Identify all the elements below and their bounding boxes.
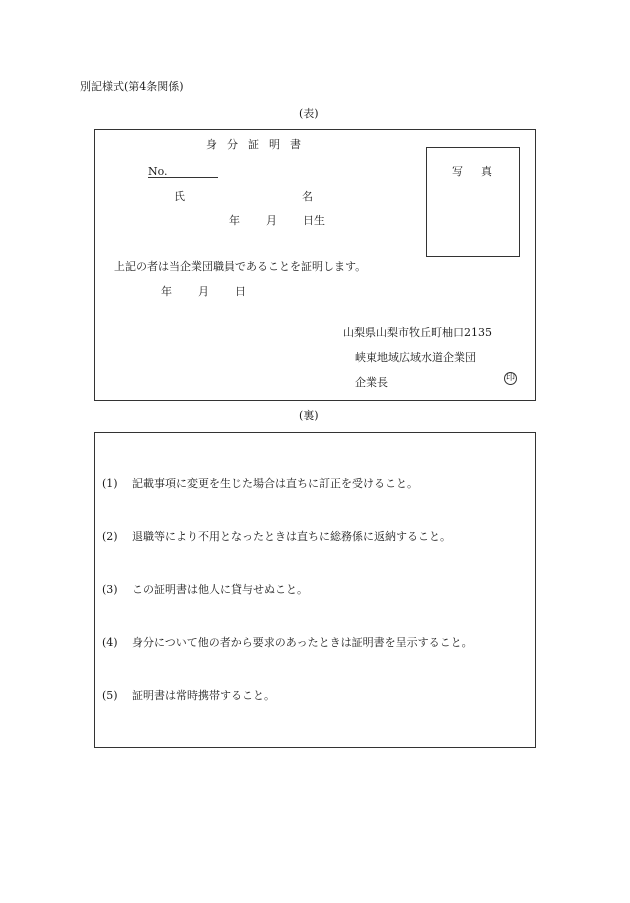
note-number: (5) (102, 689, 118, 702)
issuer-address: 山梨県山梨市牧丘町柚口2135 (343, 326, 492, 339)
note-number: (3) (102, 583, 118, 596)
number-underline (148, 177, 218, 178)
birth-month-label: 月 (266, 214, 277, 227)
card-title: 身分証明書 (206, 138, 311, 151)
birth-date-row (229, 215, 325, 226)
note-text: 身分について他の者から要求のあったときは証明書を呈示すること。 (132, 636, 473, 649)
certification-statement: 上記の者は当企業団職員であることを証明します。 (114, 260, 367, 273)
birth-year-label: 年 (229, 214, 240, 227)
surname-label: 氏 (174, 190, 185, 203)
issuer-title: 企業長 (355, 376, 388, 389)
issue-day-label: 日 (235, 285, 246, 298)
front-side-label: (表) (299, 107, 319, 120)
issue-month-label: 月 (198, 285, 209, 298)
id-card-back (94, 432, 536, 748)
note-number: (1) (102, 477, 118, 490)
note-number: (4) (102, 636, 118, 649)
form-label: 別記様式(第4条関係) (80, 80, 184, 93)
seal-stamp: 印 (505, 373, 515, 383)
issue-year-label: 年 (161, 285, 172, 298)
id-card-front (94, 129, 536, 401)
photo-label: 写真 (452, 165, 510, 178)
issuer-organization: 峡東地域広域水道企業団 (355, 351, 476, 364)
note-text: 証明書は常時携帯すること。 (132, 689, 275, 702)
note-text: 記載事項に変更を生じた場合は直ちに訂正を受けること。 (132, 477, 418, 490)
note-text: 退職等により不用となったときは直ちに総務係に返納すること。 (132, 530, 451, 543)
note-text: この証明書は他人に貸与せぬこと。 (132, 583, 308, 596)
given-name-label: 名 (302, 190, 313, 203)
note-number: (2) (102, 530, 118, 543)
back-side-label: (裏) (299, 409, 319, 422)
birth-day-label: 日生 (303, 214, 325, 227)
photo-box (426, 147, 520, 257)
number-label: No. (148, 165, 168, 178)
issue-date-row (161, 286, 246, 297)
